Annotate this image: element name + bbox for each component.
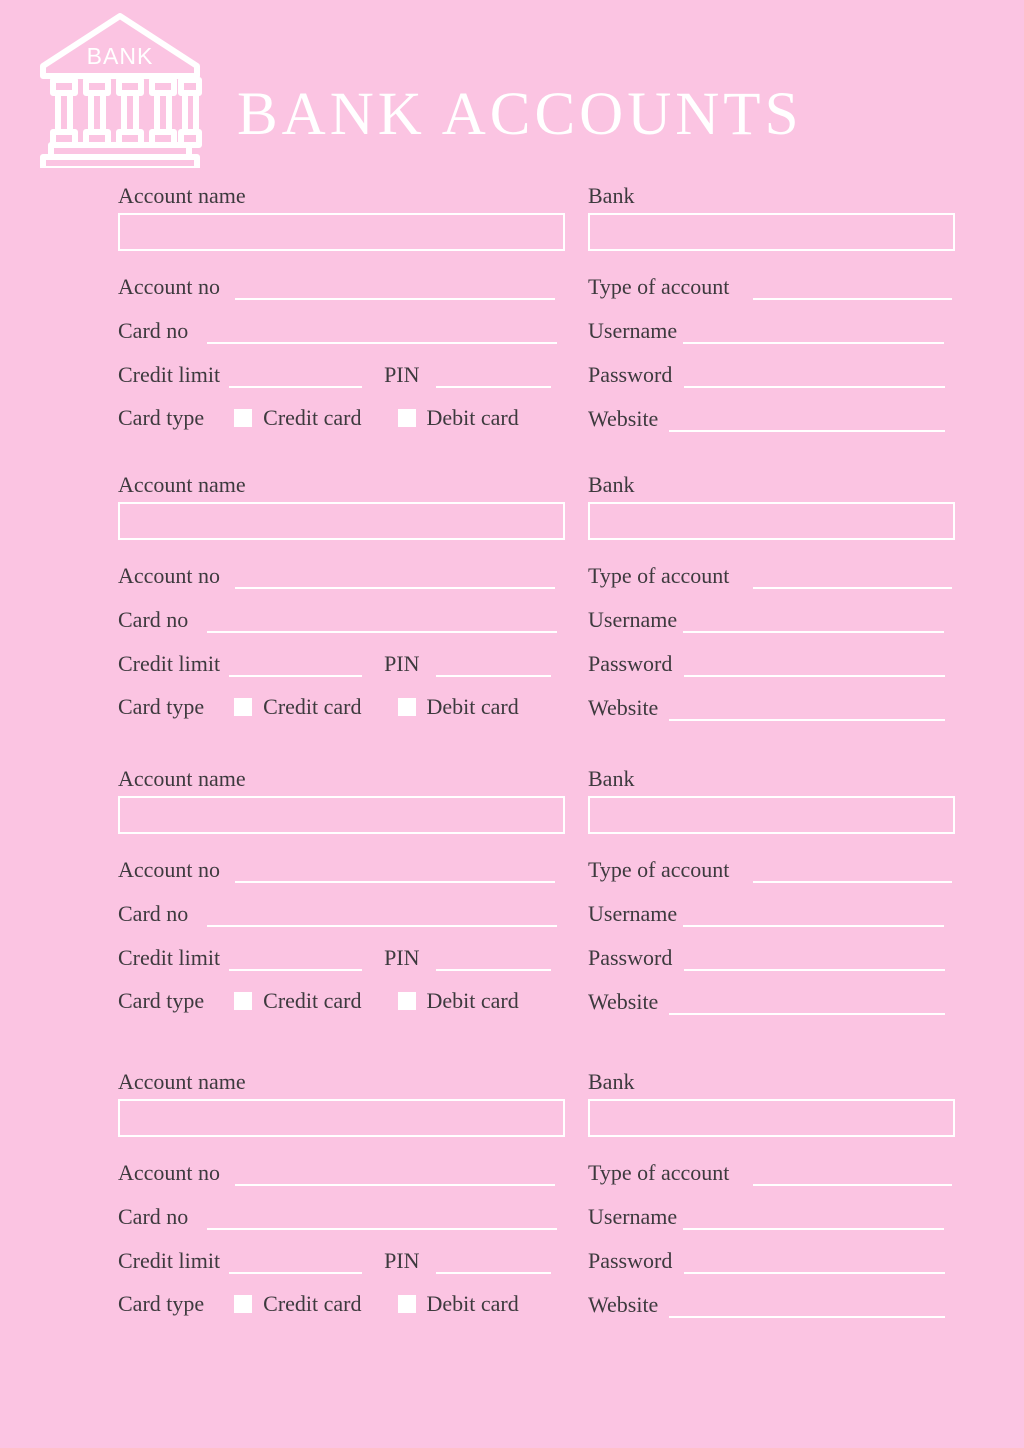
account-no-row [118, 857, 555, 883]
credit-card-checkbox[interactable] [234, 992, 252, 1010]
password-label: Password [588, 362, 673, 387]
debit-card-checkbox[interactable] [398, 992, 416, 1010]
type-of-account-row [588, 563, 952, 589]
username-input[interactable] [683, 904, 944, 927]
account-name-label: Account name [118, 183, 246, 208]
pin-input[interactable] [436, 654, 551, 677]
username-row [588, 1204, 944, 1230]
username-input[interactable] [683, 610, 944, 633]
credit-card-checkbox[interactable] [234, 409, 252, 427]
card-type-row [118, 988, 519, 1014]
card-no-input[interactable] [207, 321, 557, 344]
card-type-row [118, 694, 519, 720]
type-of-account-label: Type of account [588, 274, 730, 299]
account-no-input[interactable] [235, 1163, 555, 1186]
credit-limit-input[interactable] [229, 948, 362, 971]
username-label: Username [588, 901, 678, 926]
pin-input[interactable] [436, 365, 551, 388]
account-no-input[interactable] [235, 566, 555, 589]
type-of-account-label: Type of account [588, 1160, 730, 1185]
credit-card-label: Credit card [263, 988, 362, 1013]
credit-limit-row [118, 651, 551, 677]
credit-limit-label: Credit limit [118, 362, 221, 387]
type-of-account-label: Type of account [588, 857, 730, 882]
card-no-row [118, 318, 557, 344]
account-no-input[interactable] [235, 277, 555, 300]
username-row [588, 901, 944, 927]
website-input[interactable] [669, 992, 945, 1015]
website-label: Website [588, 1292, 659, 1317]
account-name-input[interactable] [118, 213, 565, 251]
bank-label: Bank [588, 472, 635, 497]
bank-building-icon [38, 8, 202, 168]
account-no-label: Account no [118, 1160, 221, 1185]
debit-card-label: Debit card [426, 694, 519, 719]
account-block [0, 1069, 1024, 1327]
website-input[interactable] [669, 698, 945, 721]
account-no-label: Account no [118, 274, 221, 299]
bank-icon-text: BANK [86, 43, 154, 69]
credit-limit-row [118, 362, 551, 388]
password-input[interactable] [684, 1251, 945, 1274]
website-label: Website [588, 406, 659, 431]
bank-label: Bank [588, 1069, 635, 1094]
card-no-row [118, 1204, 557, 1230]
type-of-account-input[interactable] [753, 1163, 952, 1186]
website-row [588, 695, 945, 721]
account-block [0, 472, 1024, 730]
pin-input[interactable] [436, 948, 551, 971]
debit-card-label: Debit card [426, 1291, 519, 1316]
type-of-account-input[interactable] [753, 860, 952, 883]
card-type-label: Card type [118, 988, 205, 1013]
website-label: Website [588, 989, 659, 1014]
website-input[interactable] [669, 409, 945, 432]
account-name-label: Account name [118, 766, 246, 791]
credit-card-label: Credit card [263, 694, 362, 719]
username-label: Username [588, 318, 678, 343]
credit-card-checkbox[interactable] [234, 698, 252, 716]
debit-card-checkbox[interactable] [398, 698, 416, 716]
pin-label: PIN [384, 362, 420, 387]
credit-limit-label: Credit limit [118, 945, 221, 970]
bank-input[interactable] [588, 1099, 955, 1137]
card-type-row [118, 1291, 519, 1317]
username-input[interactable] [683, 1207, 944, 1230]
password-row [588, 945, 945, 971]
password-row [588, 362, 945, 388]
account-no-row [118, 274, 555, 300]
page-title: BANK ACCOUNTS [237, 81, 803, 148]
card-no-input[interactable] [207, 904, 557, 927]
website-row [588, 1292, 945, 1318]
card-no-label: Card no [118, 318, 189, 343]
card-no-input[interactable] [207, 610, 557, 633]
password-label: Password [588, 651, 673, 676]
account-no-label: Account no [118, 857, 221, 882]
bank-input[interactable] [588, 502, 955, 540]
card-type-label: Card type [118, 1291, 205, 1316]
debit-card-checkbox[interactable] [398, 409, 416, 427]
card-no-label: Card no [118, 607, 189, 632]
account-no-input[interactable] [235, 860, 555, 883]
username-row [588, 318, 944, 344]
password-row [588, 651, 945, 677]
account-block [0, 183, 1024, 441]
account-no-label: Account no [118, 563, 221, 588]
account-name-label: Account name [118, 472, 246, 497]
debit-card-label: Debit card [426, 405, 519, 430]
username-input[interactable] [683, 321, 944, 344]
password-row [588, 1248, 945, 1274]
account-no-row [118, 1160, 555, 1186]
credit-limit-row [118, 945, 551, 971]
card-type-label: Card type [118, 405, 205, 430]
pin-label: PIN [384, 651, 420, 676]
username-label: Username [588, 1204, 678, 1229]
account-name-input[interactable] [118, 502, 565, 540]
type-of-account-row [588, 274, 952, 300]
password-label: Password [588, 945, 673, 970]
pin-label: PIN [384, 1248, 420, 1273]
pin-label: PIN [384, 945, 420, 970]
username-row [588, 607, 944, 633]
credit-limit-input[interactable] [229, 1251, 362, 1274]
password-input[interactable] [684, 654, 945, 677]
credit-limit-input[interactable] [229, 654, 362, 677]
credit-card-label: Credit card [263, 1291, 362, 1316]
credit-card-checkbox[interactable] [234, 1295, 252, 1313]
website-input[interactable] [669, 1295, 945, 1318]
card-no-row [118, 901, 557, 927]
website-row [588, 406, 945, 432]
card-type-row [118, 405, 519, 431]
password-label: Password [588, 1248, 673, 1273]
credit-limit-input[interactable] [229, 365, 362, 388]
credit-limit-row [118, 1248, 551, 1274]
password-input[interactable] [684, 365, 945, 388]
type-of-account-label: Type of account [588, 563, 730, 588]
credit-card-label: Credit card [263, 405, 362, 430]
username-label: Username [588, 607, 678, 632]
website-label: Website [588, 695, 659, 720]
account-name-input[interactable] [118, 1099, 565, 1137]
bank-input[interactable] [588, 213, 955, 251]
card-no-label: Card no [118, 1204, 189, 1229]
website-row [588, 989, 945, 1015]
type-of-account-input[interactable] [753, 566, 952, 589]
card-no-input[interactable] [207, 1207, 557, 1230]
bank-input[interactable] [588, 796, 955, 834]
card-type-label: Card type [118, 694, 205, 719]
debit-card-label: Debit card [426, 988, 519, 1013]
account-block [0, 766, 1024, 1024]
card-no-row [118, 607, 557, 633]
type-of-account-row [588, 1160, 952, 1186]
page-header [0, 0, 1024, 178]
type-of-account-row [588, 857, 952, 883]
account-name-label: Account name [118, 1069, 246, 1094]
bank-label: Bank [588, 766, 635, 791]
credit-limit-label: Credit limit [118, 651, 221, 676]
bank-label: Bank [588, 183, 635, 208]
card-no-label: Card no [118, 901, 189, 926]
credit-limit-label: Credit limit [118, 1248, 221, 1273]
pin-input[interactable] [436, 1251, 551, 1274]
debit-card-checkbox[interactable] [398, 1295, 416, 1313]
account-no-row [118, 563, 555, 589]
account-name-input[interactable] [118, 796, 565, 834]
password-input[interactable] [684, 948, 945, 971]
type-of-account-input[interactable] [753, 277, 952, 300]
